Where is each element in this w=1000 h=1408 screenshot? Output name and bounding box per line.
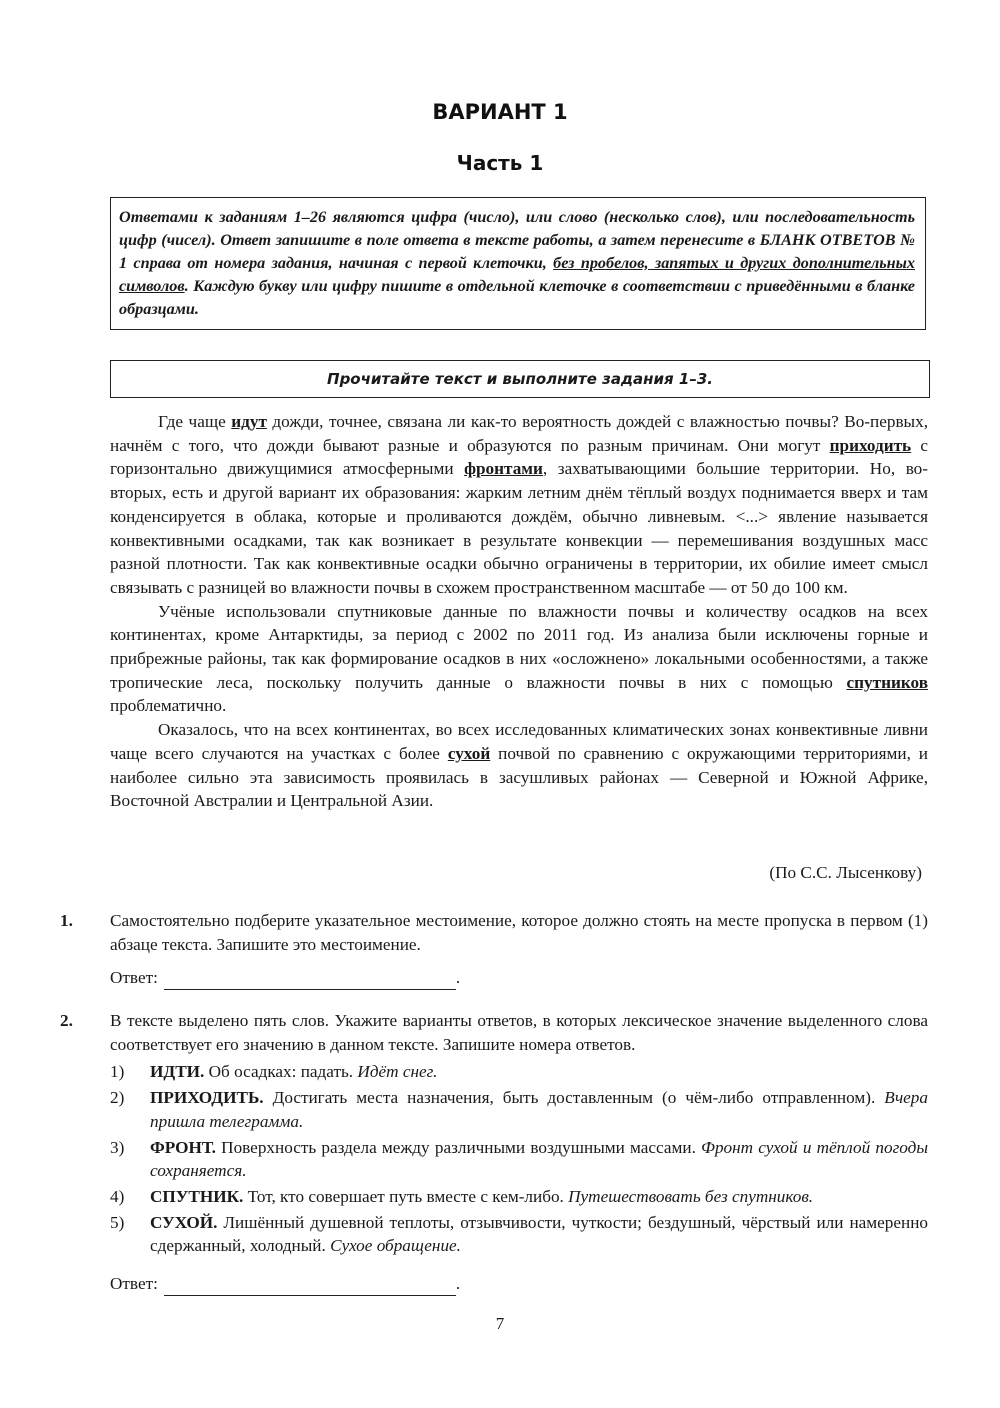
passage-text: Учёные использовали спутниковые данные по влажности почвы и количеству осадков на всех континентах, кроме Антарктиды, за период с 2002 по 2011 год. Из анализа были исключены горные и прибрежные районы, так как формирование осадков в них «осложнено» локальными особенностями, а также тропические леса, поскольку получить данные о влажности почвы в них с помощью [110, 601, 928, 692]
option-5 [110, 1211, 928, 1258]
passage-paragraph-3 [110, 718, 928, 813]
instructions-box [110, 197, 926, 330]
option-term: ПРИХОДИТЬ. [150, 1088, 264, 1108]
option-example: Вчера пришла телеграмма. [150, 1088, 928, 1131]
task-2: 2. В тексте выделено пять слов. Укажите варианты ответов, в которых лексическое значение выделенного слова соответствует его значению в данном тексте. Запишите номера ответов. 1) ИДТИ. Об осадках: падать. Идёт снег. 2) ПРИХОДИТЬ. Достигать места назначения, быть доставленным (о чём-либо отправленном). Вчера пришла телеграмма. 3) ФРОНТ. Поверхность раздела между различными воздушными массами. Фронт сухой и тёплой погоды сохраняется. 4) СПУТНИК. Тот, кто совершает путь вместе с кем-либо. Путешествовать без спутников. 5) СУХОЙ. Лишённый душевной теплоты, отзывчивости, чуткости; бездушный, чёрствый или намеренно сдержанный, холодный. Сухое обращение. Ответ: . [60, 1009, 928, 1296]
option-definition: Достигать места назначения, быть доставленным (о чём-либо отправленном). [263, 1088, 885, 1108]
passage-text: Где чаще [158, 412, 232, 431]
task-text: Самостоятельно подберите указательное местоимение, которое должно стоять на месте пропуска в первом (1) абзаце текста. Запишите это местоимение. [110, 911, 928, 954]
passage-paragraph-2 [110, 600, 928, 719]
part-title: Часть 1 [456, 151, 544, 175]
option-example: Путешествовать без спутников. [568, 1186, 814, 1206]
option-4 [110, 1185, 928, 1209]
option-example: Сухое обращение. [330, 1236, 461, 1256]
option-term: СПУТНИК. [150, 1186, 244, 1206]
option-number: 4) [110, 1186, 125, 1206]
highlighted-word-frontami: фронтами [464, 459, 543, 479]
highlighted-word-sputnikov: спутников [846, 672, 928, 692]
instructions-text-2: . Каждую букву или цифру пишите в отдельной клеточке в соответствии с приведёнными в бланке образцами. [119, 277, 915, 318]
highlighted-word-idut: идут [231, 412, 267, 431]
passage-source: (По С.С. Лысенкову) [769, 863, 922, 882]
task-text: В тексте выделено пять слов. Укажите варианты ответов, в которых лексическое значение выделенного слова соответствует его значению в данном тексте. Запишите номера ответов. [110, 1011, 928, 1054]
passage-paragraph-1 [110, 410, 928, 600]
option-term: ФРОНТ. [150, 1137, 216, 1157]
passage-text: Оказалось, что на всех континентах, во всех исследованных климатических зонах конвективные ливни чаще всего случаются на участках с более [110, 720, 928, 763]
task-number: 1. [60, 911, 73, 930]
option-term: ИДТИ. [150, 1062, 205, 1082]
option-3 [110, 1136, 928, 1183]
option-example: Фронт сухой и тёплой погоды сохраняется. [150, 1137, 928, 1181]
variant-title: ВАРИАНТ 1 [432, 100, 568, 124]
option-definition: Тот, кто совершает путь вместе с кем-либо. [243, 1186, 569, 1206]
option-number: 3) [110, 1137, 125, 1157]
option-number: 2) [110, 1088, 125, 1108]
answer-label: Ответ: [110, 968, 158, 988]
passage-text: проблематично. [110, 696, 227, 716]
task-1: 1. Самостоятельно подберите указательное местоимение, которое должно стоять на месте пропуска в первом (1) абзаце текста. Запишите это местоимение. Ответ: . [60, 909, 928, 990]
passage-text: почвой по сравнению с окружающими территориями, и наиболее сильно эта зависимость проявилась в засушливых районах — Северной и Южной Африке, Восточной Австралии и Центральной Азии. [110, 743, 928, 811]
option-number: 1) [110, 1062, 125, 1082]
answer-field[interactable] [164, 971, 456, 990]
answer-label: Ответ: [110, 1274, 158, 1294]
highlighted-word-prihodit: приходить [829, 435, 912, 455]
option-definition: Лишённый душевной теплоты, отзывчивости, чуткости; бездушный, чёрствый или намеренно сдержанный, холодный. [150, 1212, 928, 1256]
read-instruction-text: Прочитайте текст и выполните задания 1–3. [327, 370, 713, 388]
passage [110, 410, 928, 813]
option-definition: Об осадках: падать. [204, 1062, 358, 1082]
option-definition: Поверхность раздела между различными воздушными массами. [215, 1137, 702, 1157]
option-number: 5) [110, 1212, 125, 1232]
passage-text: с горизонтально движущимися атмосферными [110, 435, 928, 479]
answer-options [110, 1060, 928, 1258]
passage-text: , захватывающими большие территории. Но, во-вторых, есть и другой вариант их образования: жарким летним днём тёплый воздух поднимается вверх и там конденсируется в облака, которые и проливаются дождём, обычно ливневым. <...> явление называется конвективными осадками, так как возникает в результате конвекции — перемешивания воздушных масс разной плотности. Так как конвективные осадки обычно ограничены в территории, их обилие имеет смысл связывать с разницей во влажности почвы в схожем пространственном масштабе — от 50 до 100 км. [110, 459, 929, 597]
task-number: 2. [60, 1011, 73, 1030]
instructions-underlined: без пробелов, запятых и других дополнительных символов [119, 254, 915, 295]
passage-text: дожди, точнее, связана ли как-то вероятность дождей с влажностью почвы? Во-первых, начнём с того, что дожди бывают разные и образуются по разным причинам. Они могут [110, 412, 928, 455]
option-1 [110, 1060, 928, 1084]
read-instruction-box [110, 360, 930, 398]
answer-field[interactable] [164, 1277, 456, 1296]
highlighted-word-suhoy: сухой [447, 743, 491, 763]
page-number: 7 [495, 1314, 505, 1333]
option-example: Идёт снег. [357, 1062, 438, 1082]
option-term: СУХОЙ. [150, 1212, 218, 1232]
option-2 [110, 1086, 928, 1133]
instructions-text-1: Ответами к заданиям 1–26 являются цифра (число), или слово (несколько слов), или последовательность цифр (чисел). Ответ запишите в поле ответа в тексте работы, а затем перенесите в БЛАНК ОТВЕТОВ № 1 справа от номера задания, начиная с первой клеточки, [119, 208, 915, 272]
